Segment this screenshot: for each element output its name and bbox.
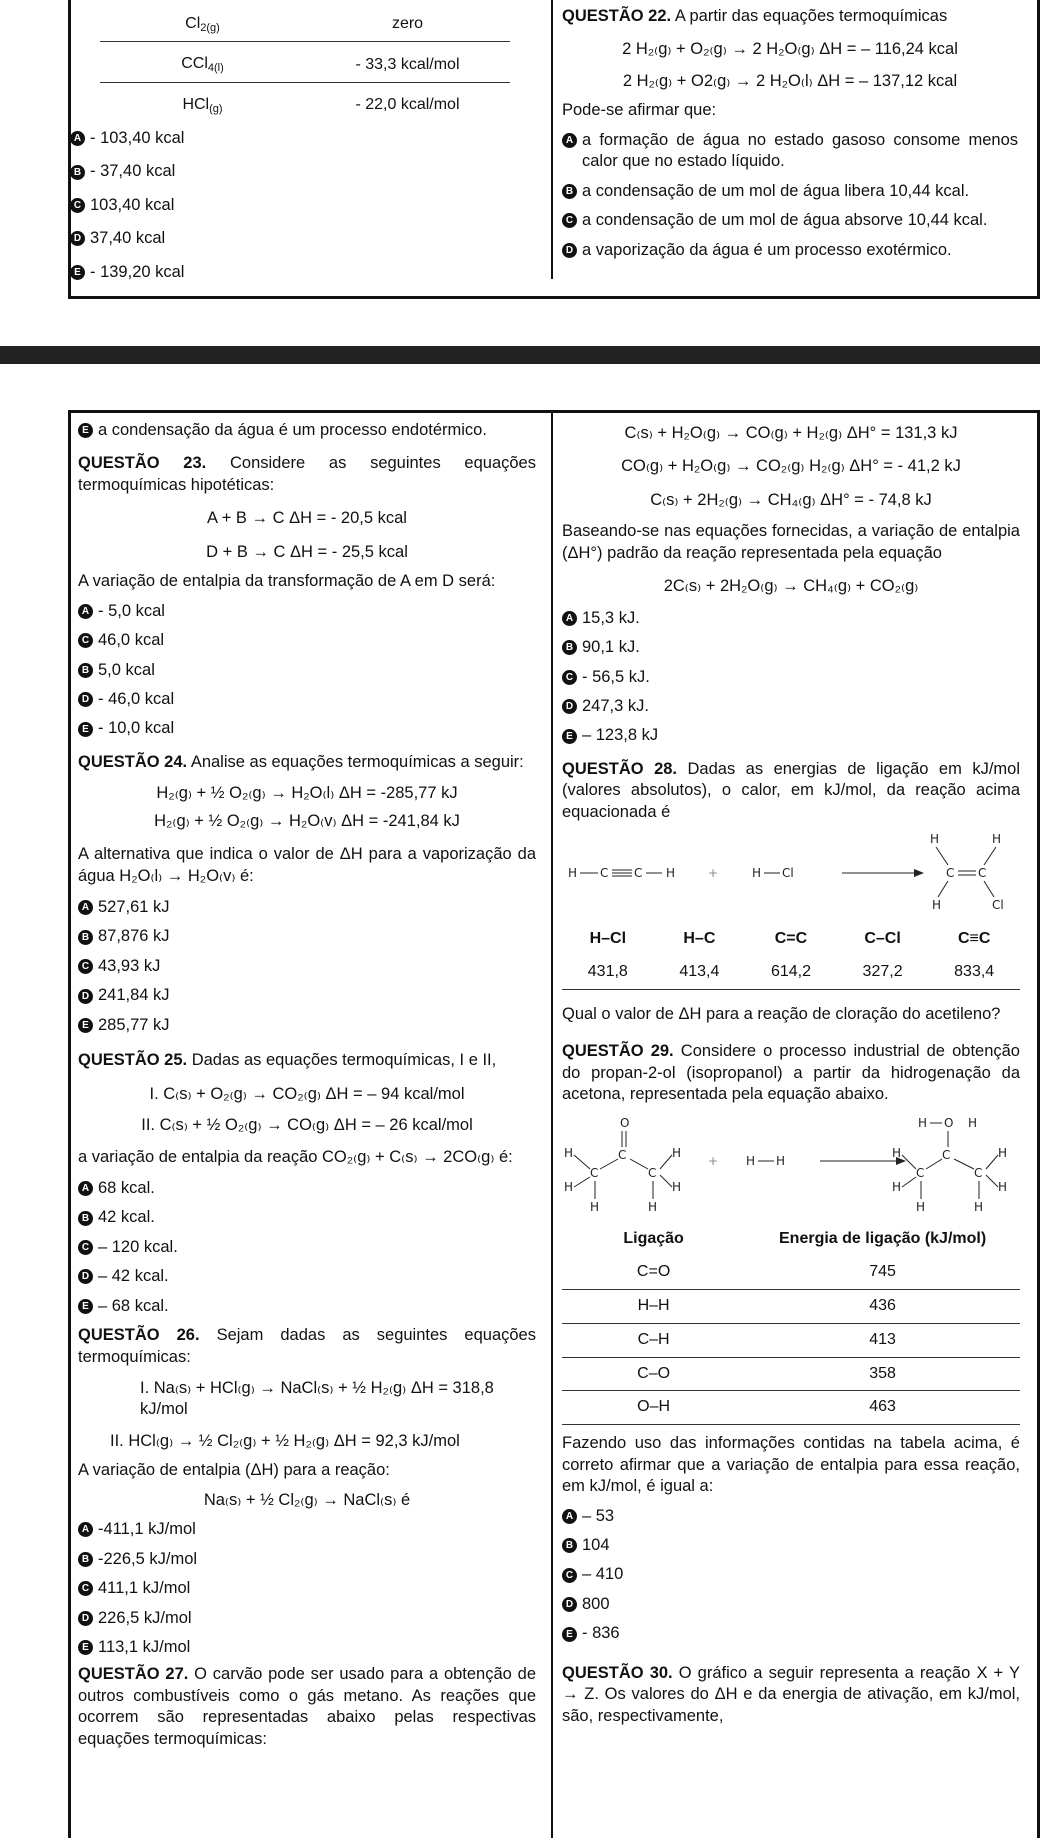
option-b[interactable] — [78, 926, 536, 947]
option-badge: E — [78, 722, 93, 737]
species-cell: CCl$_{4(l)}$ — [100, 42, 305, 82]
option-badge: C — [78, 959, 93, 974]
option-text: - 5,0 kcal — [98, 601, 165, 620]
option-badge: A — [562, 133, 577, 148]
option-c[interactable] — [70, 195, 510, 216]
single-bond — [630, 1159, 648, 1169]
option-badge: B — [70, 165, 85, 180]
question-29 — [562, 1041, 1020, 1645]
question-title: QUESTÃO 22. — [562, 7, 672, 25]
option-badge: E — [562, 729, 577, 744]
option-badge: C — [562, 213, 577, 228]
plus-sign: + — [708, 866, 719, 881]
energy-cell: 436 — [745, 1290, 1020, 1324]
option-text: a condensação da água é um processo endotérmico. — [98, 421, 487, 439]
single-bond — [954, 1159, 974, 1169]
q22-intro — [562, 6, 1018, 27]
option-badge: E — [78, 1640, 93, 1655]
table-row — [562, 1290, 1020, 1324]
atom-h: H — [918, 1116, 928, 1131]
value-cell: - 22,0 kcal/mol — [355, 95, 460, 113]
option-badge: E — [562, 1627, 577, 1642]
top-divider — [551, 0, 553, 279]
question-prompt: A alternativa que indica o valor de ΔH para a vaporização da água H₂O₍l₎ → H₂O₍v₎ é: — [78, 845, 536, 885]
single-bond — [984, 881, 994, 897]
equation: C₍s₎ + 2H₂₍g₎ → CH₄₍g₎ ΔH° = - 74,8 kJ — [650, 490, 932, 509]
option-d[interactable] — [562, 696, 1020, 717]
energy-cell: 745 — [745, 1256, 1020, 1289]
option-text: 68 kcal. — [98, 1178, 155, 1197]
option-text: 241,84 kJ — [98, 986, 170, 1005]
option-text: - 10,0 kcal — [98, 719, 175, 738]
option-text: – 53 — [582, 1506, 615, 1525]
acetone-hydrogenation-diagram — [562, 1113, 1020, 1213]
table-row — [562, 1256, 1020, 1289]
bond-energy-table — [562, 923, 1020, 990]
equation: 2C₍s₎ + 2H₂O₍g₎ → CH₄₍g₎ + CO₂₍g₎ — [663, 577, 919, 596]
atom-o: O — [944, 1116, 954, 1131]
question-27 — [78, 1664, 536, 1750]
option-text: 113,1 kJ/mol — [98, 1637, 191, 1656]
atom-h: H — [564, 1146, 574, 1161]
question-intro — [562, 1663, 1020, 1727]
option-c[interactable] — [562, 1564, 1020, 1585]
option-a[interactable] — [562, 1506, 1020, 1527]
equation: II. C₍s₎ + ½ O₂₍g₎ → CO₍g₎ ΔH = – 26 kcal/mol — [141, 1116, 473, 1135]
atom-cl: Cl — [992, 898, 1004, 913]
question-intro-text: Considere o processo industrial de obtenção do propan-2-ol (isopropanol) a partir da hidrogenação da acetona, representada pela equação abaixo. — [562, 1042, 1020, 1104]
atom-c: C — [634, 866, 643, 881]
single-bond — [574, 1155, 590, 1169]
table-row — [562, 1357, 1020, 1391]
atom-cl: Cl — [782, 866, 794, 881]
option-text: 43,93 kJ — [98, 956, 161, 975]
energy-cell: 463 — [745, 1391, 1020, 1425]
option-a[interactable] — [78, 601, 536, 622]
q22-prompt: Pode-se afirmar que: — [562, 101, 717, 120]
table-header-row — [562, 923, 1020, 956]
column-header: Ligação — [623, 1230, 684, 1248]
atom-h: H — [992, 832, 1002, 847]
option-badge: A — [78, 900, 93, 915]
option-text: - 836 — [582, 1624, 620, 1643]
question-intro — [78, 1325, 536, 1368]
option-badge: C — [78, 1581, 93, 1596]
atom-h: H — [974, 1200, 984, 1214]
question-title: QUESTÃO 27. — [78, 1665, 189, 1684]
atom-h: H — [892, 1146, 902, 1161]
option-d[interactable] — [562, 240, 1018, 261]
acetylene-chlorination-diagram — [562, 829, 1020, 919]
table-row — [562, 956, 1020, 989]
question-intro-text: Analise as equações termoquímicas a seguir: — [190, 752, 524, 771]
bond-cell: O–H — [562, 1391, 745, 1425]
question-intro-text: Dadas as equações termoquímicas, I e II, — [191, 1051, 497, 1070]
equation: H₂₍g₎ + ½ O₂₍g₎ → H₂O₍v₎ ΔH = -241,84 kJ — [154, 811, 460, 830]
table-row — [100, 82, 510, 122]
option-a[interactable] — [562, 130, 1018, 173]
question-23 — [78, 453, 536, 739]
reaction-arrow-head — [914, 869, 924, 877]
question-intro: A partir das equações termoquímicas — [674, 7, 948, 25]
value-cell: zero — [305, 8, 510, 42]
single-bond — [660, 1155, 672, 1169]
atom-c: C — [942, 1148, 951, 1163]
question-22 — [562, 6, 1018, 265]
single-bond — [986, 1155, 998, 1169]
atom-o: O — [620, 1116, 630, 1131]
atom-c: C — [978, 866, 987, 881]
species-cell: $Cl_{2(g)}$ — [100, 8, 305, 42]
option-badge: D — [78, 1611, 93, 1626]
option-text: - 139,20 kcal — [90, 262, 185, 281]
option-text: – 42 kcal. — [98, 1267, 169, 1286]
option-badge: D — [78, 692, 93, 707]
question-intro-text: Considere as seguintes equações termoquímicas hipotéticas: — [78, 454, 536, 494]
bond-value: 327,2 — [837, 956, 929, 989]
option-badge: D — [78, 989, 93, 1004]
bond-energy-table — [562, 1223, 1020, 1425]
top-left-options — [70, 128, 510, 283]
question-intro — [562, 1041, 1020, 1105]
column-header: Energia de ligação (kJ/mol) — [779, 1230, 987, 1248]
option-e[interactable] — [78, 1015, 536, 1036]
question-intro — [78, 1050, 536, 1071]
atom-h: H — [998, 1180, 1008, 1195]
option-badge: D — [562, 243, 577, 258]
atom-h: H — [932, 898, 942, 913]
option-text: - 56,5 kJ. — [582, 667, 650, 686]
option-text: - 46,0 kcal — [98, 689, 175, 708]
option-text: 247,3 kJ. — [582, 696, 649, 715]
option-text: 87,876 kJ — [98, 927, 170, 946]
option-badge: E — [78, 1299, 93, 1314]
option-a[interactable] — [78, 897, 536, 918]
question-27-continued — [562, 423, 1020, 747]
single-bond — [902, 1177, 916, 1187]
option-text: – 120 kcal. — [98, 1237, 178, 1256]
option-d[interactable] — [78, 1266, 536, 1287]
value-cell: - 33,3 kcal/mol — [305, 42, 510, 82]
option-badge: A — [78, 604, 93, 619]
option-text: 527,61 kJ — [98, 898, 170, 916]
option-badge: C — [70, 198, 85, 213]
enthalpy-table — [100, 8, 510, 122]
equation: C₍s₎ + H₂O₍g₎ → CO₍g₎ + H₂₍g₎ ΔH° = 131,3 kJ — [624, 424, 958, 442]
question-title: QUESTÃO 26. — [78, 1326, 200, 1345]
option-b[interactable] — [78, 660, 536, 681]
bond-value: 614,2 — [745, 956, 837, 989]
option-badge: E — [78, 423, 93, 438]
question-title: QUESTÃO 28. — [562, 759, 678, 778]
option-text: 15,3 kJ. — [582, 608, 640, 627]
atom-h: H — [752, 866, 762, 881]
question-title: QUESTÃO 23. — [78, 454, 207, 473]
option-badge: B — [78, 1552, 93, 1567]
atom-c: C — [916, 1166, 925, 1181]
atom-h: H — [746, 1154, 756, 1169]
equation: Na₍s₎ + ½ Cl₂₍g₎ → NaCl₍s₎ é — [203, 1490, 411, 1509]
equation: A + B → C ΔH = - 20,5 kcal — [207, 509, 407, 528]
option-a[interactable] — [78, 1178, 536, 1199]
option-text: – 123,8 kJ — [582, 726, 659, 745]
bottom-left-column — [78, 416, 536, 1750]
option-text: 46,0 kcal — [98, 631, 165, 650]
option-e[interactable] — [562, 725, 1020, 746]
atom-h: H — [892, 1180, 902, 1195]
energy-cell: 358 — [745, 1357, 1020, 1391]
bond-header: H–C — [683, 930, 716, 948]
bond-value: 431,8 — [562, 956, 654, 989]
table-header-row — [562, 1223, 1020, 1256]
question-intro-text: Sejam dadas as seguintes equações termoquímicas: — [78, 1326, 536, 1366]
atom-h: H — [672, 1180, 682, 1195]
atom-c: C — [600, 866, 609, 881]
option-text: 37,40 kcal — [90, 229, 166, 248]
atom-h: H — [666, 866, 676, 881]
atom-h: H — [648, 1200, 658, 1214]
equation: I. C₍s₎ + O₂₍g₎ → CO₂₍g₎ ΔH = – 94 kcal/mol — [149, 1084, 465, 1103]
option-text: 90,1 kJ. — [582, 638, 640, 657]
question-24 — [78, 752, 536, 1036]
single-bond — [902, 1155, 916, 1169]
question-26 — [78, 1325, 536, 1658]
option-b[interactable] — [78, 1207, 536, 1228]
top-left-column — [73, 8, 510, 295]
bottom-right-column — [562, 418, 1020, 1727]
bond-value: 413,4 — [654, 956, 746, 989]
equation: I. Na₍s₎ + HCl₍g₎ → NaCl₍s₎ + ½ H₂₍g₎ ΔH = 318,8 kJ/mol — [140, 1379, 494, 1419]
option-text: a condensação de um mol de água libera 10,44 kcal. — [582, 181, 970, 200]
option-badge: A — [562, 1509, 577, 1524]
atom-c: C — [946, 866, 955, 881]
question-prompt: Qual o valor de ΔH para a reação de cloração do acetileno? — [562, 1004, 1001, 1023]
question-intro — [78, 1664, 536, 1750]
atom-h: H — [590, 1200, 600, 1214]
option-b[interactable] — [562, 637, 1020, 658]
equation: CO₍g₎ + H₂O₍g₎ → CO₂₍g₎ H₂₍g₎ ΔH° = - 41,2 kJ — [621, 457, 961, 476]
option-c[interactable] — [78, 1237, 536, 1258]
option-badge: E — [78, 1018, 93, 1033]
option-d[interactable] — [70, 228, 510, 249]
option-a[interactable] — [562, 608, 1020, 629]
option-c[interactable] — [562, 210, 1018, 231]
single-bond — [574, 1177, 590, 1187]
option-badge: D — [70, 231, 85, 246]
bond-cell: H–H — [562, 1290, 745, 1324]
option-badge: B — [562, 640, 577, 655]
option-text: – 68 kcal. — [98, 1296, 169, 1315]
option-c[interactable] — [562, 667, 1020, 688]
option-text: 103,40 kcal — [90, 195, 175, 214]
option-a[interactable] — [78, 1519, 536, 1540]
species-cell: HCl$_{(g)}$ — [182, 95, 223, 115]
option-badge: B — [78, 1211, 93, 1226]
option-badge: B — [78, 663, 93, 678]
atom-h: H — [776, 1154, 786, 1169]
energy-cell: 413 — [745, 1323, 1020, 1357]
bond-header: C–Cl — [864, 930, 901, 948]
question-intro-text: O gráfico a seguir representa a reação X + Y → Z. Os valores do ΔH e da energia de ativação, em kJ/mol, são, respectivamente, — [562, 1663, 1020, 1725]
question-intro — [78, 752, 536, 773]
question-28 — [562, 759, 1020, 1025]
option-c[interactable] — [78, 956, 536, 977]
bottom-divider — [551, 413, 553, 1838]
atom-h: H — [930, 832, 940, 847]
question-intro-text: O carvão pode ser usado para a obtenção de outros combustíveis como o gás metano. As reações que ocorrem são representadas abaixo pelas respectivas equações termoquímicas: — [78, 1665, 536, 1748]
question-title: QUESTÃO 24. — [78, 752, 188, 771]
option-b[interactable] — [562, 181, 1018, 202]
option-e[interactable] — [78, 420, 536, 441]
option-d[interactable] — [78, 985, 536, 1006]
table-row — [562, 1391, 1020, 1425]
table-row — [100, 42, 510, 82]
equation: II. HCl₍g₎ → ½ Cl₂₍g₎ + ½ H₂₍g₎ ΔH = 92,3 kJ/mol — [110, 1431, 460, 1450]
bond-cell: C–H — [562, 1323, 745, 1357]
option-badge: A — [78, 1181, 93, 1196]
option-d[interactable] — [78, 1608, 536, 1629]
bond-cell: C–O — [562, 1357, 745, 1391]
bond-header: C=C — [774, 930, 808, 948]
option-text: - 103,40 kcal — [90, 128, 185, 147]
question-intro — [78, 453, 536, 496]
question-title: QUESTÃO 25. — [78, 1051, 188, 1070]
option-badge: A — [562, 611, 577, 626]
option-badge: A — [70, 131, 85, 146]
option-text: 104 — [582, 1536, 610, 1554]
question-prompt: A variação de entalpia da transformação de A em D será: — [78, 572, 496, 591]
option-text: 285,77 kJ — [98, 1015, 170, 1034]
question-25 — [78, 1050, 536, 1317]
option-c[interactable] — [78, 630, 536, 651]
option-e[interactable] — [562, 1623, 1020, 1644]
option-badge: E — [70, 265, 85, 280]
equation: 2 H₂₍g₎ + O₂₍g₎ → 2 H₂O₍g₎ ΔH = – 116,24 kcal — [622, 40, 958, 59]
option-text: 411,1 kJ/mol — [98, 1579, 191, 1598]
option-e[interactable] — [78, 1637, 536, 1658]
bond-cell: C=O — [562, 1256, 745, 1289]
question-intro — [562, 759, 1020, 823]
atom-h: H — [916, 1200, 926, 1214]
atom-h: H — [672, 1146, 682, 1161]
option-a[interactable] — [70, 128, 510, 149]
single-bond — [986, 1175, 998, 1187]
table-row — [562, 1323, 1020, 1357]
equation: H₂₍g₎ + ½ O₂₍g₎ → H₂O₍l₎ ΔH = -285,77 kJ — [156, 784, 458, 803]
single-bond — [600, 1159, 618, 1169]
single-bond — [938, 881, 948, 897]
atom-c: C — [974, 1166, 983, 1181]
atom-h: H — [968, 1116, 978, 1131]
option-d[interactable] — [78, 689, 536, 710]
option-e[interactable] — [78, 1296, 536, 1317]
question-intro-text: Dadas as energias de ligação em kJ/mol (valores absolutos), o calor, em kJ/mol, da reação acima equacionada é — [562, 759, 1020, 821]
option-b[interactable] — [562, 1535, 1020, 1556]
option-badge: D — [562, 699, 577, 714]
option-text: a formação de água no estado gasoso consome menos calor que no estado líquido. — [582, 130, 1018, 171]
option-e[interactable] — [78, 718, 536, 739]
option-c[interactable] — [78, 1578, 536, 1599]
option-b[interactable] — [78, 1549, 536, 1570]
bond-header: H–Cl — [589, 930, 627, 948]
option-text: -226,5 kJ/mol — [98, 1549, 198, 1568]
bond-value: 833,4 — [928, 956, 1020, 989]
option-badge: C — [78, 633, 93, 648]
atom-h: H — [564, 1180, 574, 1195]
single-bond — [936, 847, 948, 865]
option-badge: B — [562, 184, 577, 199]
atom-h: H — [998, 1146, 1008, 1161]
option-badge: C — [562, 670, 577, 685]
option-text: 5,0 kcal — [98, 660, 155, 679]
option-d[interactable] — [562, 1594, 1020, 1615]
option-text: a condensação de um mol de água absorve 10,44 kcal. — [582, 211, 988, 230]
option-text: 226,5 kJ/mol — [98, 1608, 192, 1627]
equation: 2 H₂₍g₎ + O2₍g₎ → 2 H₂O₍l₎ ΔH = – 137,12 kcal — [622, 71, 958, 90]
atom-h: H — [568, 866, 578, 881]
question-prompt: Fazendo uso das informações contidas na tabela acima, é correto afirmar que a variação de entalpia para essa reação, em kJ/mol, é igual a: — [562, 1434, 1020, 1496]
option-badge: C — [562, 1568, 577, 1583]
option-text: 42 kcal. — [98, 1208, 155, 1227]
option-badge: D — [78, 1269, 93, 1284]
question-prompt: A variação de entalpia (ΔH) para a reação: — [78, 1461, 390, 1480]
single-bond — [660, 1175, 672, 1187]
single-bond — [984, 847, 996, 865]
option-text: -411,1 kJ/mol — [98, 1520, 196, 1539]
question-prompt: a variação de entalpia da reação CO₂₍g₎ + C₍s₎ → 2CO₍g₎ é: — [78, 1147, 513, 1166]
equation: D + B → C ΔH = - 25,5 kcal — [206, 542, 408, 561]
option-text: a vaporização da água é um processo exotérmico. — [582, 240, 952, 259]
option-badge: B — [78, 930, 93, 945]
single-bond — [926, 1159, 942, 1169]
option-e[interactable] — [70, 262, 510, 283]
option-text: - 37,40 kcal — [90, 162, 176, 181]
atom-c: C — [648, 1166, 657, 1181]
option-badge: A — [78, 1522, 93, 1537]
atom-c: C — [590, 1166, 599, 1181]
question-title: QUESTÃO 29. — [562, 1042, 674, 1061]
option-text: – 410 — [582, 1565, 624, 1584]
question-30 — [562, 1663, 1020, 1727]
plus-sign: + — [708, 1154, 719, 1169]
page-separator — [0, 346, 1040, 364]
bond-header: C≡C — [957, 930, 991, 948]
atom-c: C — [618, 1148, 627, 1163]
option-badge: C — [78, 1240, 93, 1255]
option-text: 800 — [582, 1594, 610, 1613]
option-b[interactable] — [70, 161, 510, 182]
question-title: QUESTÃO 30. — [562, 1663, 673, 1682]
question-prompt: Baseando-se nas equações fornecidas, a variação de entalpia (ΔH°) padrão da reação representada pela equação — [562, 522, 1020, 562]
option-badge: B — [562, 1538, 577, 1553]
option-badge: D — [562, 1597, 577, 1612]
table-row — [100, 8, 510, 42]
